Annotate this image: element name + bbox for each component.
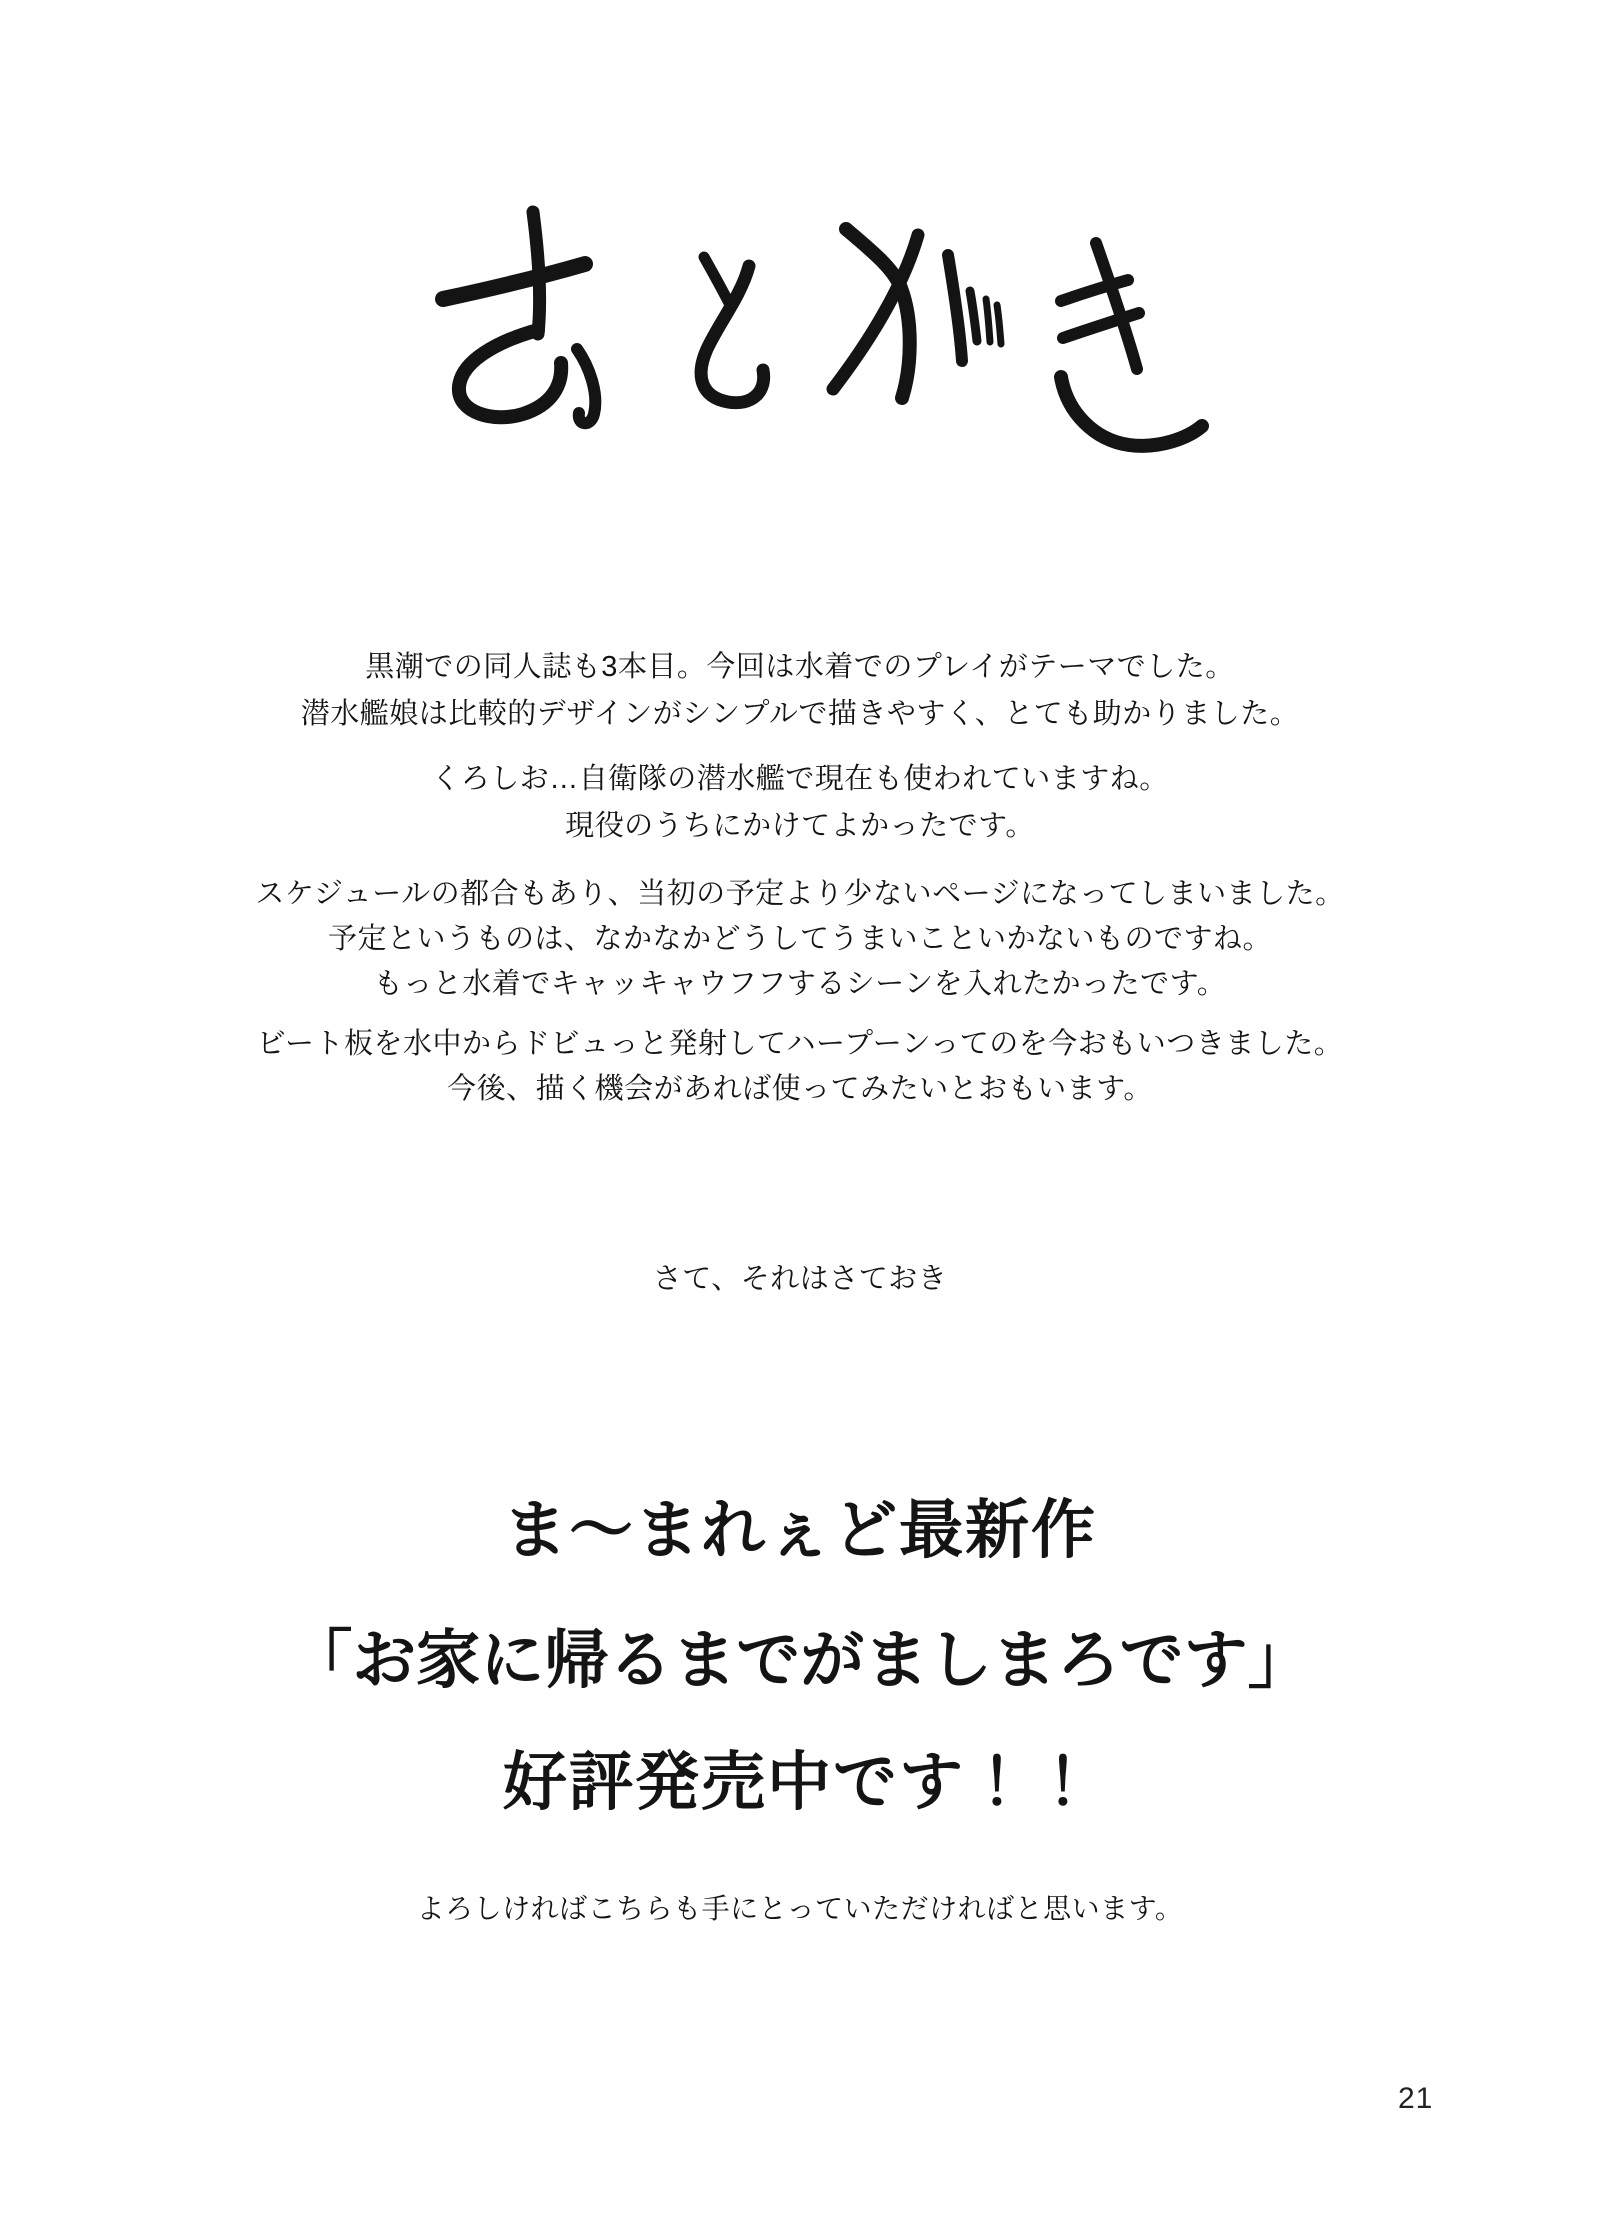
paragraph-line: くろしお…自衛隊の潜水艦で現在も使われていますね。 [431, 763, 1169, 795]
afterword-paragraph-3 [0, 872, 1600, 1007]
paragraph-line: 予定というものは、なかなかどうしてうまいこといかないものですね。 [327, 923, 1272, 955]
paragraph-line: 今後、描く機会があれば使ってみたいとおもいます。 [447, 1073, 1153, 1105]
announcement-line-1: ま〜まれぇど最新作 [503, 1494, 1097, 1566]
handwritten-title-drawing [410, 185, 1220, 485]
page-title [410, 185, 1220, 485]
afterword-paragraph-4 [0, 1022, 1600, 1112]
afterword-paragraph-2 [0, 756, 1600, 850]
paragraph-line: スケジュールの都合もあり、当初の予定より少ないページになってしまいました。 [255, 878, 1345, 910]
paragraph-line: 現役のうちにかけてよかったです。 [565, 810, 1035, 842]
announcement-note: よろしければこちらも手にとっていただければと思います。 [416, 1893, 1184, 1924]
paragraph-line: 黒潮での同人誌も3本目。今回は水着でのプレイがテーマでした。 [365, 651, 1235, 683]
aside-text: さて、それはさておき [652, 1263, 948, 1295]
announcement-line-2: 「お家に帰るまでがましまろです」 [288, 1624, 1312, 1696]
paragraph-line: ビート板を水中からドビュっと発射してハープーンってのを今おもいつきました。 [256, 1028, 1344, 1060]
announcement-line-3: 好評発売中です！！ [503, 1746, 1097, 1818]
page-title-text [410, 485, 411, 486]
paragraph-line: 潜水艦娘は比較的デザインがシンプルで描きやすく、とても助かりました。 [300, 698, 1300, 730]
paragraph-line: もっと水着でキャッキャウフフするシーンを入れたかったです。 [373, 968, 1227, 1000]
afterword-paragraph-1 [0, 644, 1600, 738]
page-number: 21 [1398, 2082, 1434, 2115]
